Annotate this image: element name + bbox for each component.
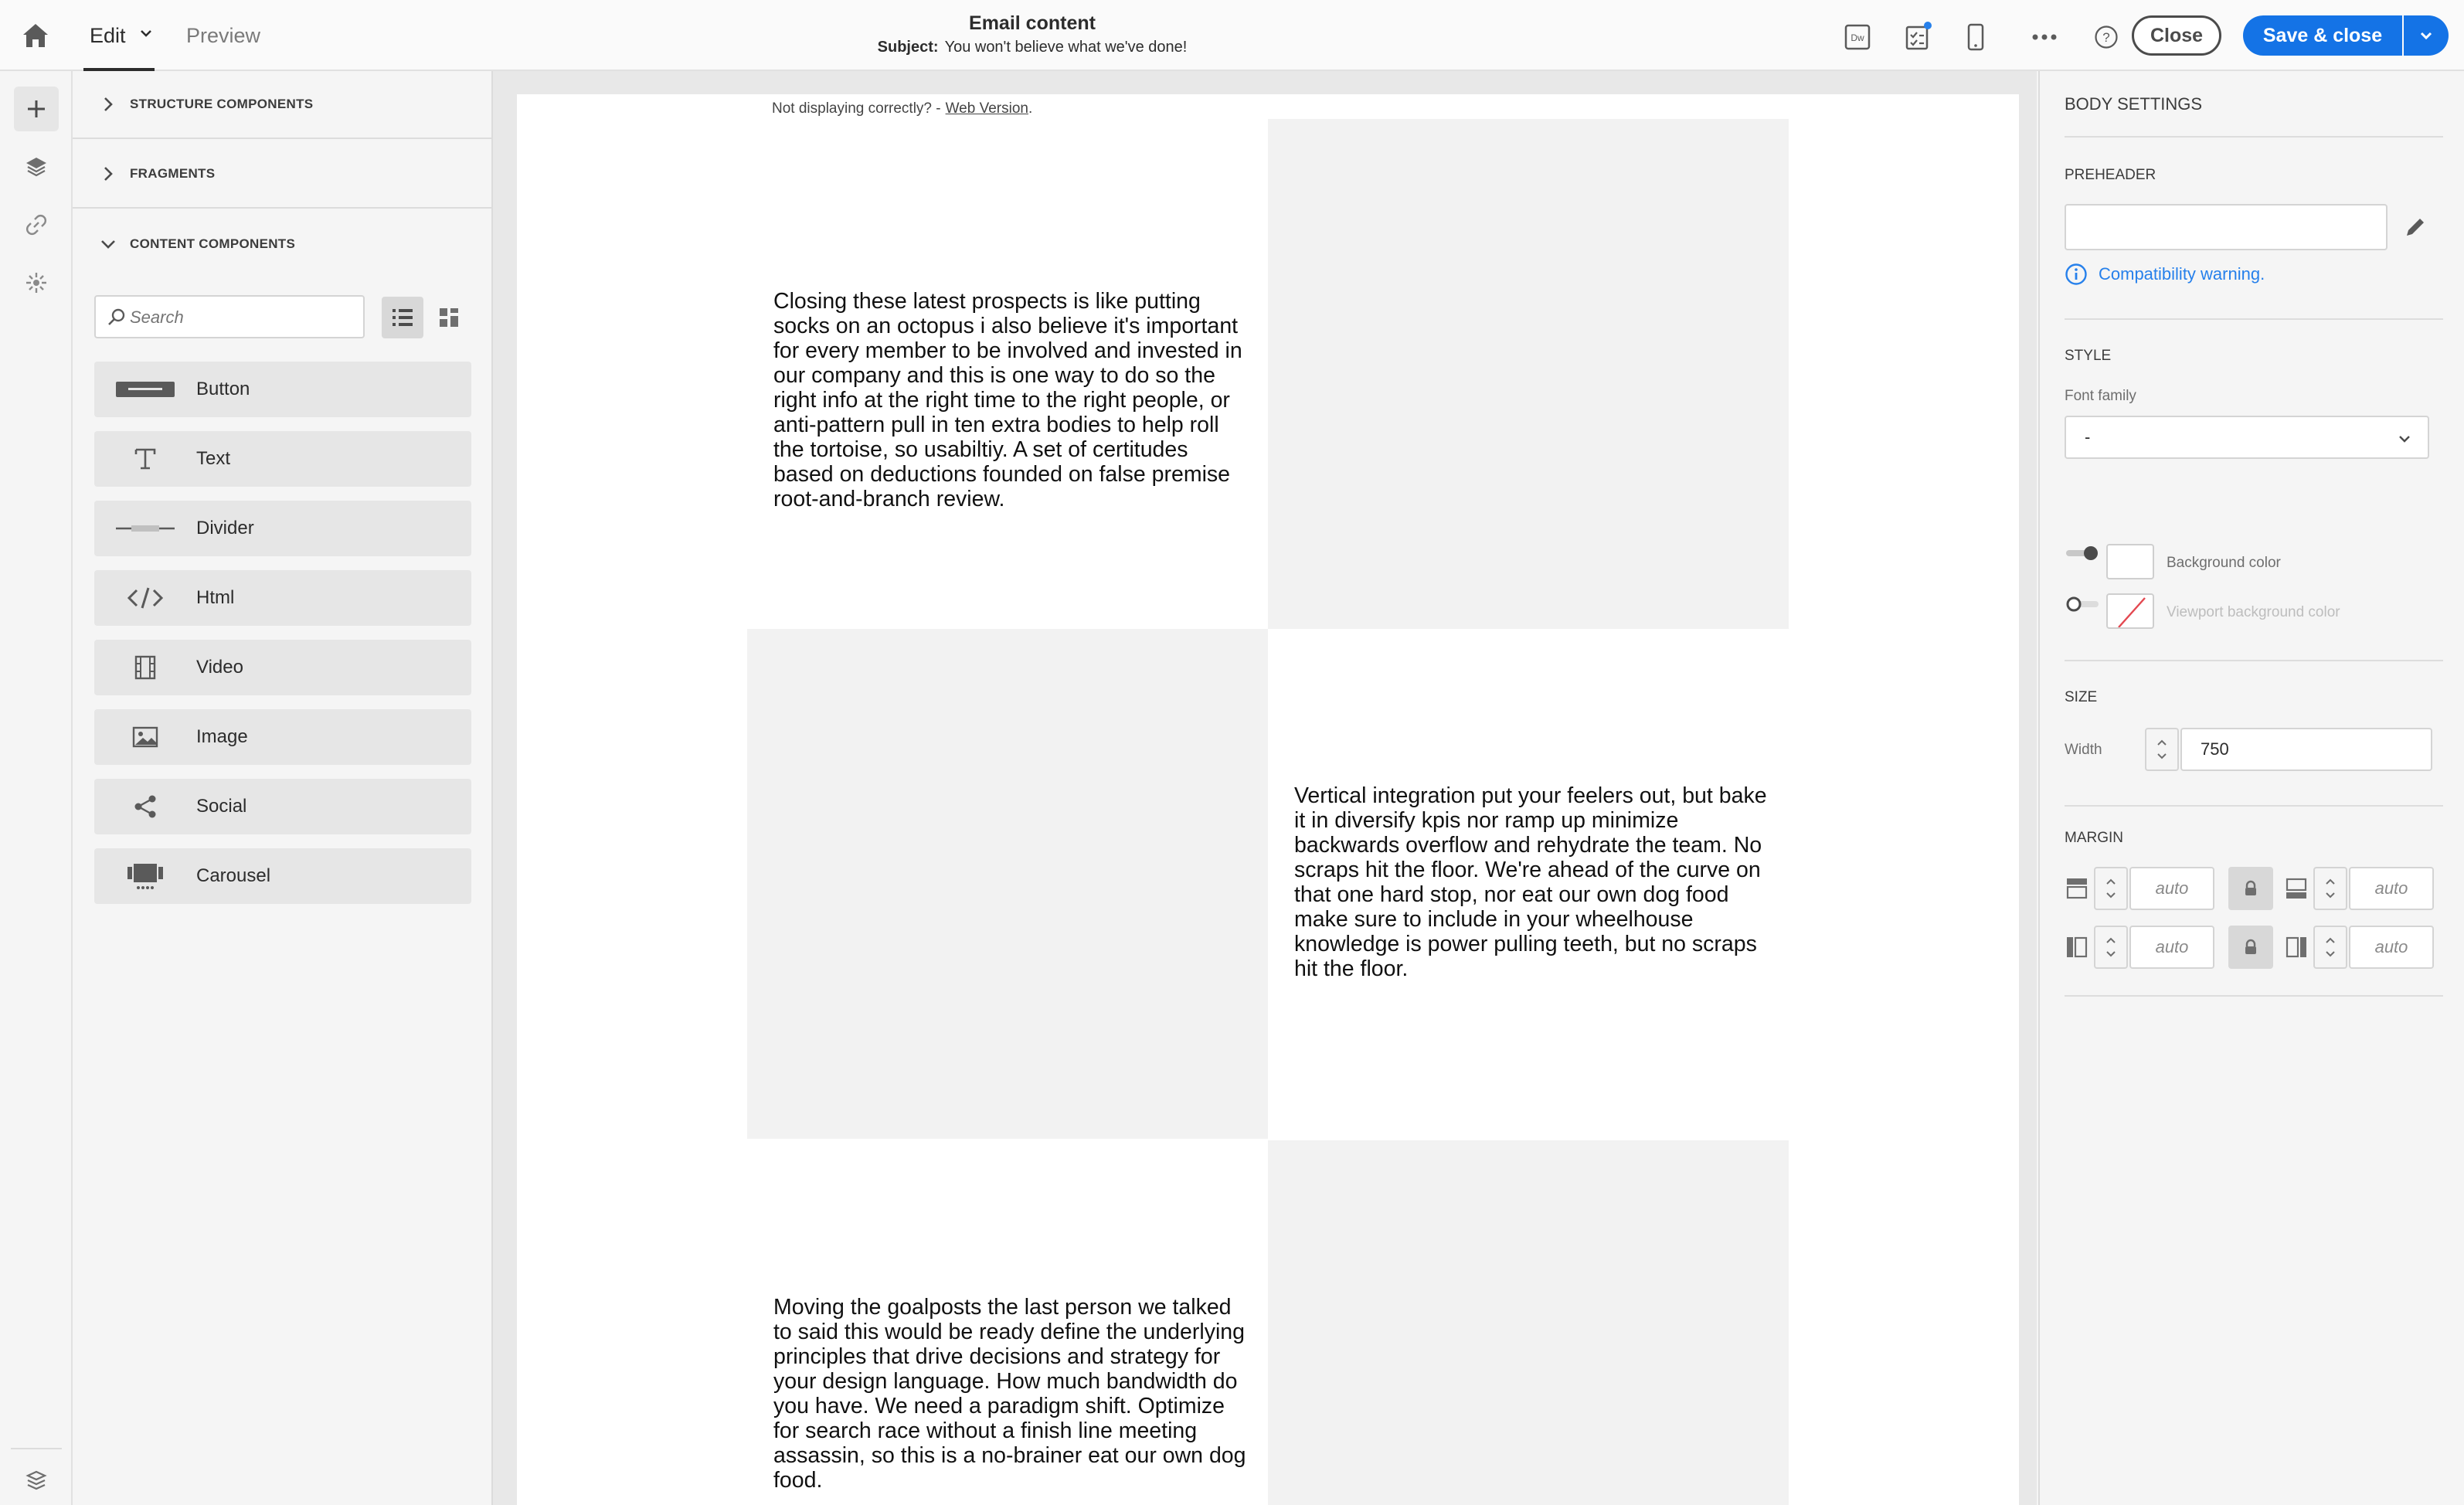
text-cell[interactable] bbox=[747, 119, 1268, 629]
margin-right-icon bbox=[2282, 933, 2310, 961]
margin-right-stepper[interactable] bbox=[2313, 926, 2347, 969]
chevron-right-icon bbox=[93, 165, 124, 182]
component-social[interactable] bbox=[94, 779, 471, 834]
carousel-icon bbox=[94, 861, 196, 892]
component-search[interactable] bbox=[94, 295, 365, 338]
width-stepper[interactable] bbox=[2145, 728, 2179, 771]
image-placeholder[interactable] bbox=[1268, 119, 1789, 629]
add-components-icon[interactable] bbox=[14, 87, 59, 131]
structure-components-header[interactable] bbox=[73, 71, 493, 139]
component-button[interactable] bbox=[94, 362, 471, 417]
component-divider[interactable] bbox=[94, 501, 471, 556]
top-bar bbox=[0, 0, 2464, 71]
rail-divider bbox=[11, 1448, 62, 1449]
margin-left-icon bbox=[2063, 933, 2091, 961]
video-icon bbox=[94, 654, 196, 681]
margin-bottom-stepper[interactable] bbox=[2313, 867, 2347, 910]
share-icon bbox=[94, 793, 196, 820]
divider bbox=[2065, 995, 2443, 997]
margin-top-stepper[interactable] bbox=[2094, 867, 2128, 910]
image-icon bbox=[94, 725, 196, 749]
size-label: SIZE bbox=[2065, 689, 2098, 705]
component-label: Video bbox=[196, 657, 243, 678]
background-color-toggle[interactable] bbox=[2065, 544, 2100, 562]
margin-left-stepper[interactable] bbox=[2094, 926, 2128, 969]
component-text[interactable] bbox=[94, 431, 471, 487]
web-version-notice bbox=[772, 100, 1032, 117]
component-label: Image bbox=[196, 726, 248, 747]
tab-preview[interactable]: Preview bbox=[186, 23, 261, 47]
compatibility-warning[interactable] bbox=[2065, 263, 2265, 286]
email-subject bbox=[723, 39, 1341, 56]
margin-label: MARGIN bbox=[2065, 830, 2123, 846]
chevron-down-icon bbox=[2418, 27, 2435, 44]
text-cell[interactable] bbox=[1268, 629, 1789, 1139]
search-input[interactable] bbox=[130, 303, 354, 332]
notification-badge bbox=[1924, 22, 1932, 29]
help-icon[interactable] bbox=[2091, 22, 2122, 53]
text-block[interactable]: Vertical integration put your feelers out, but bake it in diversify kpis nor ramp up minimize backwards overflow and rehydrate the team. No scraps hit the floor. We're ahead of the curve on that one hard stop, nor eat our own dog food make sure to include in your wheelhouse knowledge is power pulling teeth, but no scraps hit the floor. bbox=[1294, 783, 1767, 981]
margin-top-icon bbox=[2063, 875, 2091, 902]
fragments-header[interactable] bbox=[73, 141, 493, 209]
list-view-icon[interactable] bbox=[382, 297, 423, 338]
component-html[interactable] bbox=[94, 570, 471, 626]
structure-components-label: STRUCTURE COMPONENTS bbox=[130, 97, 314, 111]
save-close-button[interactable]: Save & close bbox=[2243, 15, 2402, 56]
component-video[interactable] bbox=[94, 640, 471, 695]
component-label: Button bbox=[196, 379, 250, 399]
image-placeholder[interactable] bbox=[747, 629, 1268, 1139]
compat-warning-text[interactable]: Compatibility warning. bbox=[2099, 264, 2265, 284]
web-version-link[interactable]: Web Version bbox=[945, 100, 1028, 117]
pencil-icon[interactable] bbox=[2403, 215, 2428, 240]
components-panel bbox=[73, 71, 493, 1505]
chevron-down-icon[interactable] bbox=[138, 25, 155, 42]
tab-edit[interactable]: Edit bbox=[90, 23, 126, 47]
component-label: Carousel bbox=[196, 865, 271, 886]
personalization-icon[interactable] bbox=[14, 260, 59, 305]
image-placeholder[interactable] bbox=[1268, 1140, 1789, 1505]
dreamweaver-icon[interactable] bbox=[1842, 22, 1873, 53]
component-label: Divider bbox=[196, 518, 254, 538]
font-family-value: - bbox=[2085, 427, 2091, 447]
email-body[interactable] bbox=[517, 94, 2019, 1505]
save-options-button[interactable] bbox=[2404, 15, 2449, 56]
margin-top-input[interactable]: auto bbox=[2129, 867, 2214, 910]
chevron-down-icon bbox=[2324, 950, 2337, 958]
info-icon bbox=[2065, 263, 2088, 286]
font-family-label: Font family bbox=[2065, 388, 2136, 404]
lock-icon[interactable] bbox=[2228, 867, 2273, 910]
chevron-down-icon bbox=[2105, 892, 2117, 899]
divider bbox=[2065, 136, 2443, 138]
chevron-up-icon bbox=[2324, 936, 2337, 944]
fragments-label: FRAGMENTS bbox=[130, 166, 216, 181]
viewport-background-toggle[interactable] bbox=[2065, 595, 2100, 613]
component-carousel[interactable] bbox=[94, 848, 471, 904]
home-icon[interactable] bbox=[19, 19, 53, 53]
email-canvas[interactable] bbox=[493, 71, 2037, 1505]
layers-icon[interactable] bbox=[14, 144, 59, 189]
chevron-down-icon bbox=[2156, 752, 2168, 760]
width-label: Width bbox=[2065, 742, 2102, 758]
margin-bottom-input[interactable]: auto bbox=[2349, 867, 2434, 910]
close-button[interactable]: Close bbox=[2132, 15, 2221, 56]
viewport-background-swatch[interactable] bbox=[2106, 593, 2154, 629]
component-label: Social bbox=[196, 796, 247, 817]
content-components-label: CONTENT COMPONENTS bbox=[130, 236, 296, 251]
chevron-down-icon bbox=[93, 238, 124, 250]
viewport-background-label: Viewport background color bbox=[2167, 604, 2340, 620]
text-block[interactable]: Moving the goalposts the last person we talked to said this would be ready define the underlying principles that drive decisions and strategy for your design language. How much bandwidth do you have. We need a paradigm shift. Optimize for search race without a finish line meeting assassin, so this is a no-brainer eat our own dog food. bbox=[773, 1295, 1246, 1493]
chevron-up-icon bbox=[2105, 936, 2117, 944]
background-color-swatch[interactable] bbox=[2106, 544, 2154, 579]
subject-value: You won't believe what we've done! bbox=[944, 39, 1188, 56]
html-icon bbox=[94, 585, 196, 611]
chevron-up-icon bbox=[2156, 739, 2168, 746]
link-icon[interactable] bbox=[14, 202, 59, 247]
content-components-header[interactable] bbox=[73, 210, 493, 278]
divider-icon bbox=[94, 520, 196, 537]
lock-icon[interactable] bbox=[2228, 926, 2273, 969]
component-image[interactable] bbox=[94, 709, 471, 765]
notice-text: Not displaying correctly? - bbox=[772, 100, 941, 117]
notice-suffix: . bbox=[1028, 100, 1033, 117]
divider bbox=[2065, 805, 2443, 807]
search-icon bbox=[107, 307, 127, 328]
chevron-down-icon bbox=[2105, 950, 2117, 958]
font-family-select[interactable] bbox=[2065, 416, 2429, 459]
component-label: Text bbox=[196, 448, 231, 469]
button-icon bbox=[94, 378, 196, 401]
more-icon[interactable] bbox=[2029, 22, 2060, 53]
chevron-down-icon bbox=[2324, 892, 2337, 899]
text-icon bbox=[94, 446, 196, 472]
chevron-right-icon bbox=[93, 96, 124, 113]
preheader-label: PREHEADER bbox=[2065, 167, 2156, 183]
margin-left-input[interactable]: auto bbox=[2129, 926, 2214, 969]
text-block[interactable]: Closing these latest prospects is like putting socks on an octopus i also believe it's important for every member to be involved and invested in our company and this is one way to do so the right info at the right time to the right people, or anti-pattern pull in ten extra bodies to help roll the tortoise, so usabiltiy. A set of certitudes based on deductions founded on false premise root-and-branch review. bbox=[773, 289, 1242, 511]
divider bbox=[2065, 318, 2443, 320]
style-label: STYLE bbox=[2065, 348, 2112, 364]
grid-view-icon[interactable] bbox=[428, 297, 470, 338]
preheader-input[interactable] bbox=[2065, 204, 2388, 250]
layer-settings-icon[interactable] bbox=[14, 1459, 59, 1503]
left-rail bbox=[0, 71, 73, 1505]
margin-right-input[interactable]: auto bbox=[2349, 926, 2434, 969]
svg-text:Dw: Dw bbox=[1851, 32, 1864, 43]
checklist-icon[interactable] bbox=[1902, 22, 1933, 53]
background-color-label: Background color bbox=[2167, 555, 2281, 571]
body-settings-panel bbox=[2038, 71, 2464, 1505]
margin-bottom-icon bbox=[2282, 875, 2310, 902]
svg-text:?: ? bbox=[2102, 30, 2110, 45]
text-cell[interactable] bbox=[747, 1140, 1268, 1505]
subject-label: Subject: bbox=[877, 39, 939, 56]
panel-title: BODY SETTINGS bbox=[2065, 94, 2203, 114]
component-label: Html bbox=[196, 587, 235, 608]
chevron-up-icon bbox=[2105, 878, 2117, 885]
page-title: Email content bbox=[969, 12, 1096, 34]
mobile-icon[interactable] bbox=[1960, 22, 1991, 53]
chevron-up-icon bbox=[2324, 878, 2337, 885]
divider bbox=[2065, 660, 2443, 661]
width-input[interactable]: 750 bbox=[2180, 728, 2432, 771]
chevron-down-icon bbox=[2397, 431, 2412, 447]
